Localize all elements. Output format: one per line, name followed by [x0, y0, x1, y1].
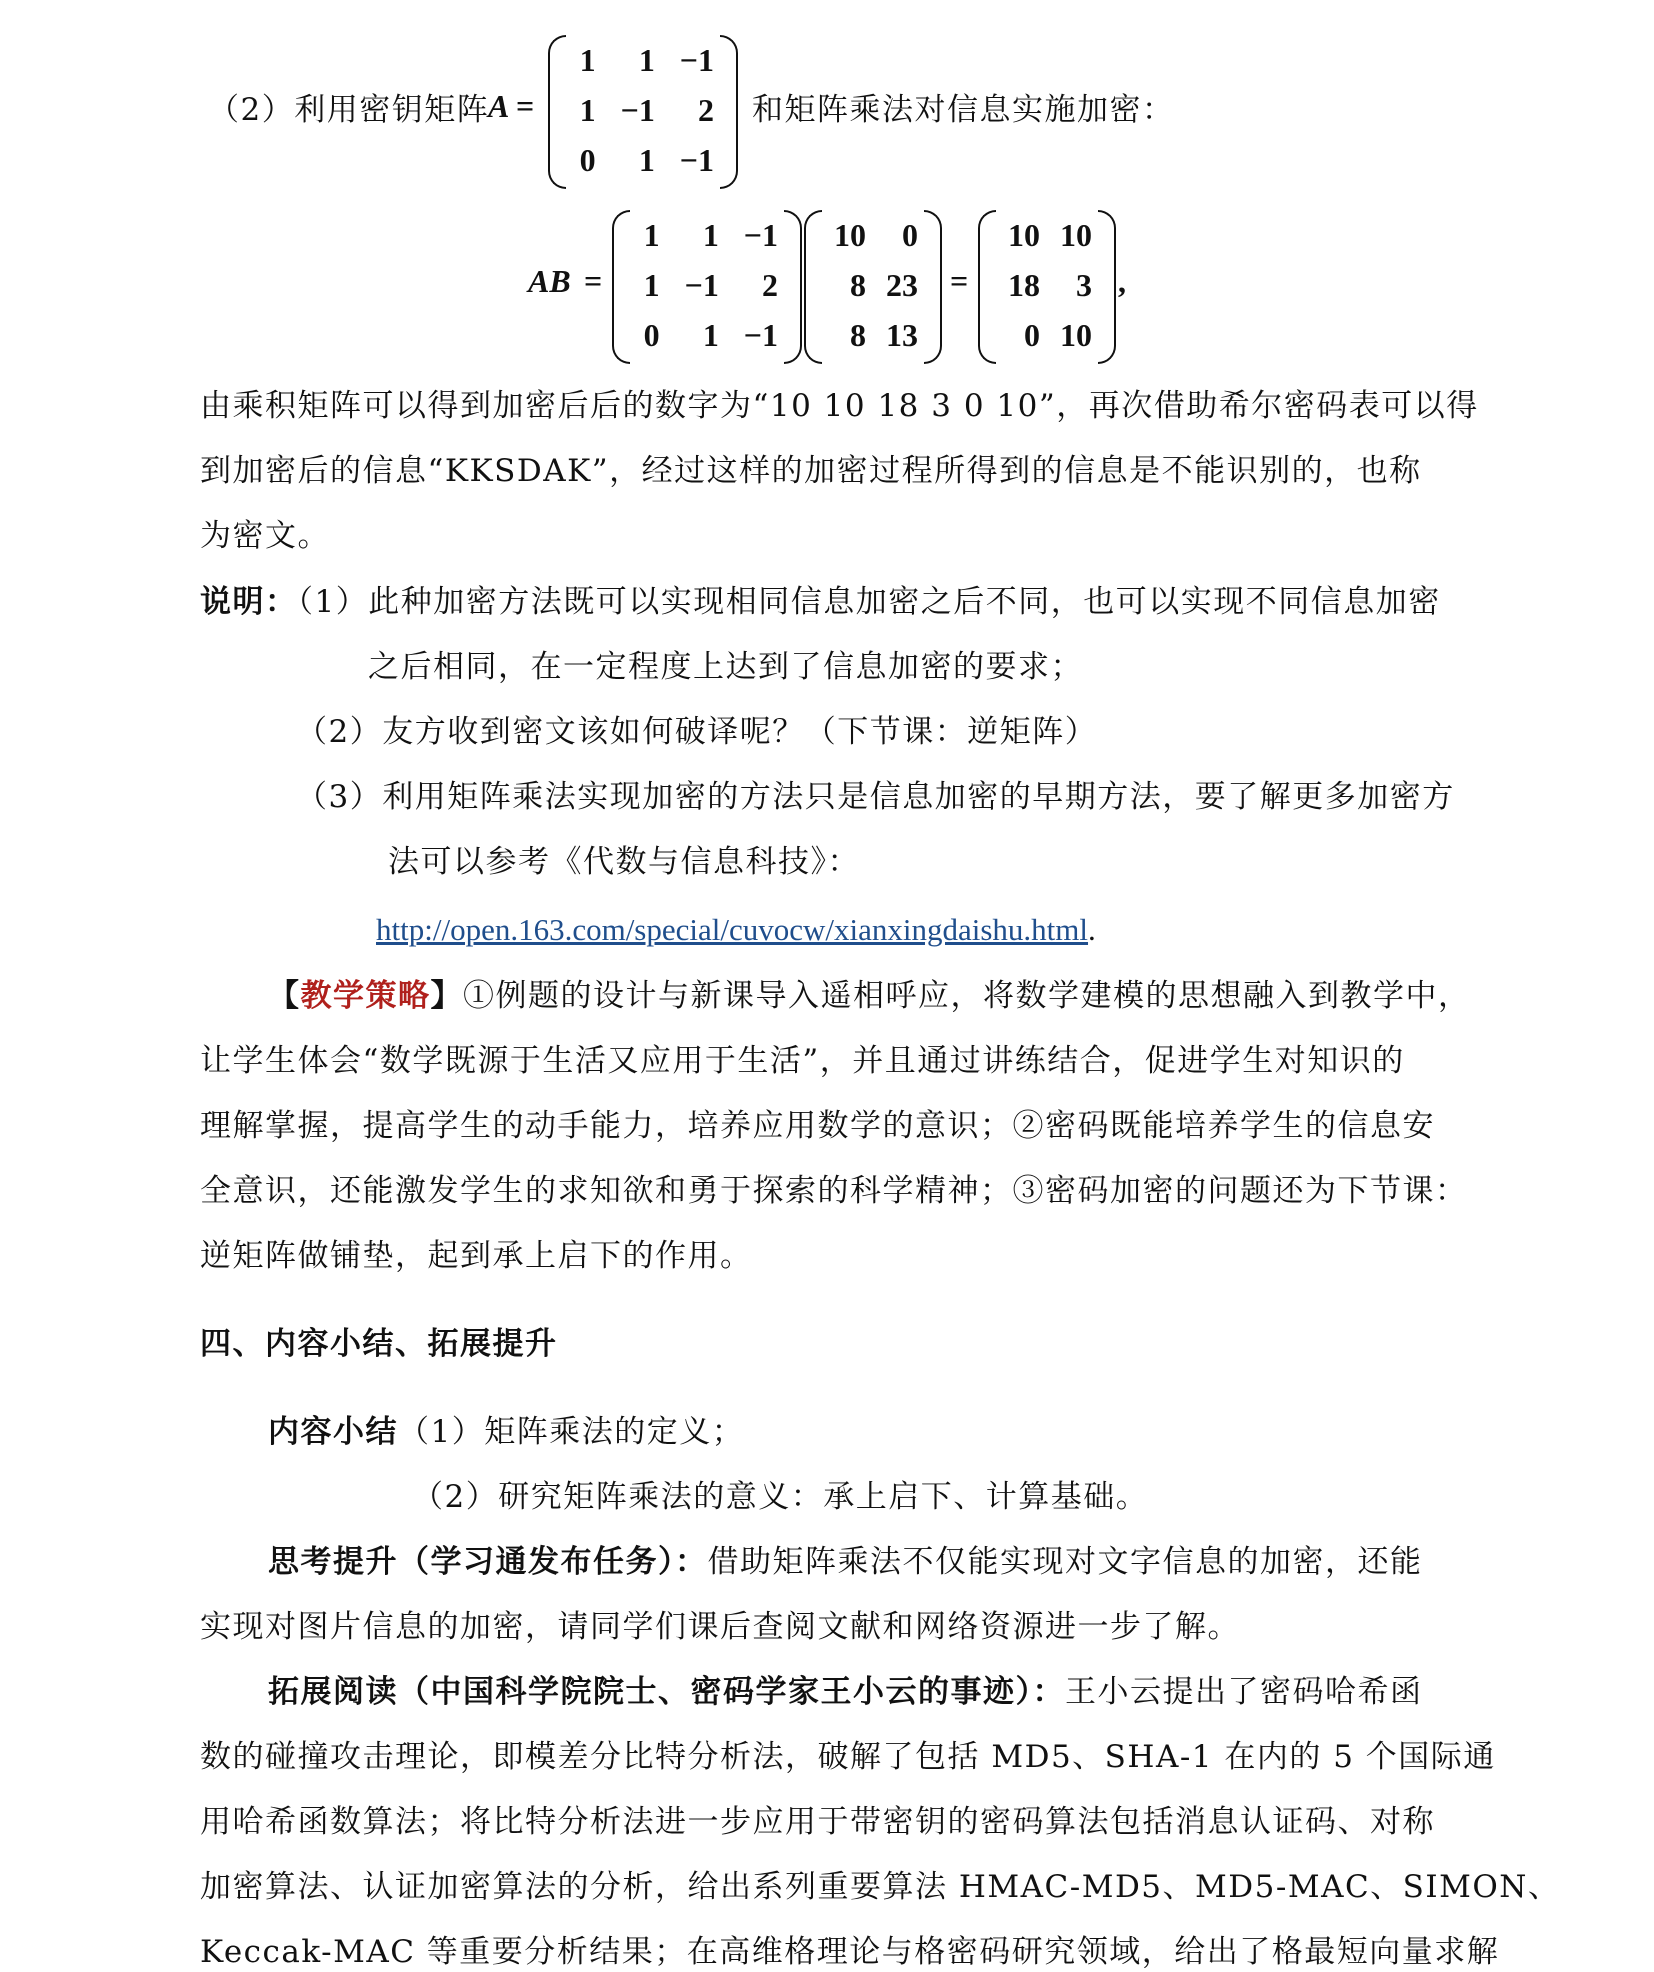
strategy-line: 全意识，还能激发学生的求知欲和勇于探索的科学精神；③密码加密的问题还为下节课：: [200, 1173, 1468, 1209]
matrix-a: [548, 35, 738, 185]
matrix-cell: 1: [702, 316, 719, 353]
matrix-cell: 1: [638, 41, 655, 78]
strategy-label: 教学策略: [300, 978, 431, 1014]
matrix-cell: −1: [684, 266, 719, 303]
right-paren: [1098, 210, 1116, 364]
think-label: 思考提升（学习通发布任务）：: [268, 1544, 708, 1580]
strategy-text: ①例题的设计与新课导入遥相呼应，将数学建模的思想融入到教学中，: [463, 978, 1471, 1014]
reference-link[interactable]: http://open.163.com/special/cuvocw/xianxingdaishu.html: [376, 912, 1089, 947]
left-paren: [548, 35, 566, 189]
paragraph-line: 为密文。: [200, 518, 330, 554]
matrix-cell: 2: [762, 266, 778, 303]
matrix-b-table: [822, 210, 926, 360]
left-paren: [978, 210, 996, 364]
matrix-cell: 1: [702, 216, 719, 253]
link-suffix: .: [1088, 912, 1096, 947]
matrix-cell: 0: [579, 141, 596, 178]
trailing-comma: ,: [1118, 263, 1126, 299]
notes-label: 说明：: [200, 584, 298, 620]
notes-item-3-continued: 法可以参考《代数与信息科技》：: [388, 844, 860, 880]
matrix-cell: −1: [679, 141, 714, 178]
matrix-a-table: [630, 210, 786, 360]
matrix-cell: −1: [620, 91, 655, 128]
think-line-2: 实现对图片信息的加密，请同学们课后查阅文献和网络资源进一步了解。: [200, 1609, 1240, 1645]
matrix-cell: 10: [1060, 316, 1092, 353]
notes-item-2: （2）友方收到密文该如何破译呢？（下节课：逆矩阵）: [296, 714, 1098, 750]
matrix-cell: 8: [850, 316, 866, 353]
reading-line-1: [268, 1672, 1423, 1712]
notes-item-3: （3）利用矩阵乘法实现加密的方法只是信息加密的早期方法，要了解更多加密方: [296, 779, 1455, 815]
equals-sign: =: [584, 263, 603, 299]
matrix-cell: −1: [743, 316, 778, 353]
notes-item-1: （1）此种加密方法既可以实现相同信息加密之后不同，也可以实现不同信息加密: [297, 584, 1441, 620]
strategy-line: 让学生体会“数学既源于生活又应用于生活”，并且通过讲练结合，促进学生对知识的: [200, 1043, 1405, 1079]
paragraph-line: 由乘积矩阵可以得到加密后后的数字为“10 10 18 3 0 10”，再次借助希尔密码表可以得: [200, 388, 1479, 424]
product-lhs: AB: [528, 263, 571, 299]
section-heading: 四、内容小结、拓展提升: [200, 1326, 558, 1362]
matrix-cell: 1: [643, 216, 660, 253]
matrix-cell: 1: [579, 91, 596, 128]
matrix-cell: −1: [679, 41, 714, 78]
var-a: A: [488, 88, 510, 124]
matrix-cell: 18: [1008, 266, 1040, 303]
reading-line: 用哈希函数算法；将比特分析法进一步应用于带密钥的密码算法包括消息认证码、对称: [200, 1804, 1435, 1840]
strategy-line-1: [268, 976, 1471, 1016]
matrix-cell: 0: [902, 216, 918, 253]
matrix-cell: 10: [1060, 216, 1092, 253]
summary-label: 内容小结: [268, 1414, 398, 1450]
reading-line: 加密算法、认证加密算法的分析，给出系列重要算法 HMAC-MD5、MD5-MAC、SIMON、: [200, 1869, 1561, 1905]
matrix-cell: 1: [638, 141, 655, 178]
matrix-cell: 13: [886, 316, 918, 353]
matrix-cell: 1: [643, 266, 660, 303]
matrix-ab-table: [996, 210, 1100, 360]
strategy-bracket-open: 【: [268, 978, 301, 1014]
reference-link-line: [376, 910, 1096, 950]
matrix-b: [804, 210, 942, 360]
matrix-a-repeat: [612, 210, 802, 360]
left-paren: [804, 210, 822, 364]
matrix-ab: [978, 210, 1116, 360]
matrix-cell: 2: [698, 91, 714, 128]
notes-line-1: [200, 582, 1441, 622]
reading-line: 数的碰撞攻击理论，即模差分比特分析法，破解了包括 MD5、SHA-1 在内的 5 个国际通: [200, 1739, 1496, 1775]
strategy-line: 理解掌握，提高学生的动手能力，培养应用数学的意识；②密码既能培养学生的信息安: [200, 1108, 1435, 1144]
matrix-cell: 0: [643, 316, 660, 353]
reading-text: 王小云提出了密码哈希函: [1065, 1674, 1423, 1710]
matrix-cell: 0: [1024, 316, 1040, 353]
think-line-1: [268, 1542, 1423, 1582]
matrix-cell: 23: [886, 266, 918, 303]
matrix-cell: 1: [579, 41, 596, 78]
matrix-cell: 8: [850, 266, 866, 303]
strategy-line: 逆矩阵做铺垫，起到承上启下的作用。: [200, 1238, 753, 1274]
right-paren: [784, 210, 802, 364]
summary-item-2: （2）研究矩阵乘法的意义：承上启下、计算基础。: [412, 1479, 1149, 1515]
reading-label: 拓展阅读（中国科学院院士、密码学家王小云的事迹）：: [268, 1674, 1065, 1710]
left-paren: [612, 210, 630, 364]
strategy-bracket-close: 】: [430, 978, 463, 1014]
right-paren: [720, 35, 738, 189]
matrix-a-table: [566, 35, 722, 185]
encrypt-intro-prefix: （2）利用密钥矩阵: [208, 92, 490, 128]
equals-sign: =: [516, 88, 535, 124]
notes-item-1-continued: 之后相同，在一定程度上达到了信息加密的要求；: [368, 649, 1083, 685]
encrypt-intro-suffix: 和矩阵乘法对信息实施加密：: [752, 92, 1175, 128]
think-text: 借助矩阵乘法不仅能实现对文字信息的加密，还能: [707, 1544, 1423, 1580]
matrix-cell: 10: [1008, 216, 1040, 253]
matrix-cell: 10: [834, 216, 866, 253]
paragraph-line: 到加密后的信息“KKSDAK”，经过这样的加密过程所得到的信息是不能识别的，也称: [200, 453, 1422, 489]
equals-sign: =: [950, 263, 969, 299]
right-paren: [924, 210, 942, 364]
matrix-cell: −1: [743, 216, 778, 253]
matrix-cell: 3: [1076, 266, 1092, 303]
reading-line: Keccak-MAC 等重要分析结果；在高维格理论与格密码研究领域，给出了格最短向量求解: [200, 1934, 1500, 1970]
summary-item-1: （1）矩阵乘法的定义；: [398, 1414, 745, 1450]
summary-line-1: [268, 1412, 744, 1452]
